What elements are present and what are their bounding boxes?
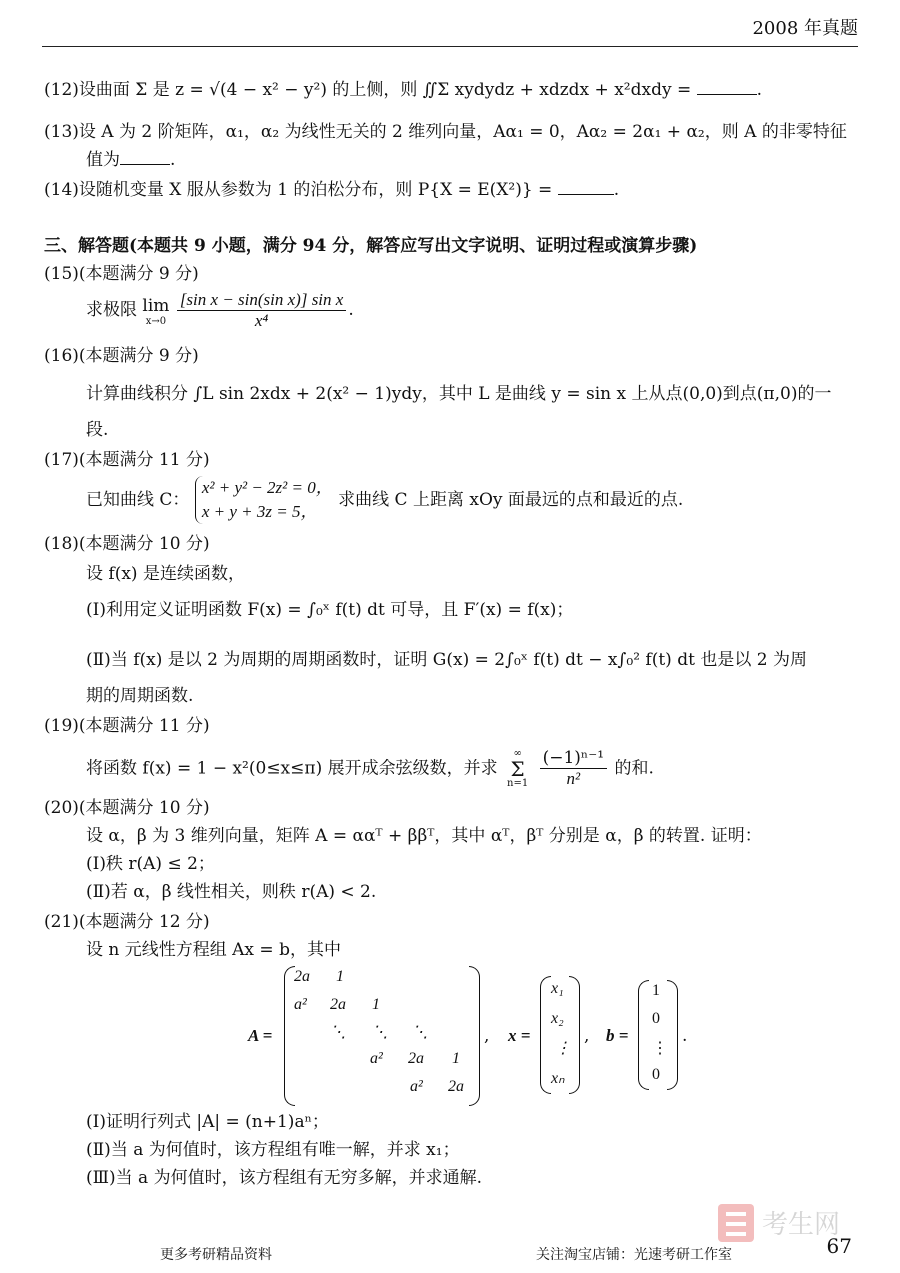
matrix-cell: a² xyxy=(370,1050,383,1067)
question-12: (12)设曲面 Σ 是 z = √(4 − x² − y²) 的上侧，则 ∬Σ xydydz + xdzdx + x²dxdy = . xyxy=(44,80,763,100)
question-18-part2-cont: 期的周期函数. xyxy=(86,686,194,706)
vector-cell: xₙ xyxy=(551,1070,565,1087)
vector-cell: x₂ xyxy=(551,1010,564,1027)
matrix-cell: 1 xyxy=(336,968,344,985)
matrix-cell: ⋱ xyxy=(330,1024,346,1041)
question-17: 已知曲线 C： x² + y² − 2z² = 0， x + y + 3z = 5， 求曲线 C 上距离 xOy 面最远的点和最近的点. xyxy=(86,476,683,524)
question-18-header: (18)(本题满分 10 分) xyxy=(44,534,210,554)
vector-cell: ⋮ xyxy=(652,1040,668,1057)
question-16: 计算曲线积分 ∫L sin 2xdx + 2(x² − 1)ydy，其中 L 是曲线 y = sin x 上从点(0,0)到点(π,0)的一 xyxy=(86,384,832,404)
matrix-cell: ⋱ xyxy=(412,1024,428,1041)
vector-cell: 0 xyxy=(652,1010,660,1027)
matrix-cell: 2a xyxy=(294,968,310,985)
question-20: 设 α，β 为 3 维列向量，矩阵 A = ααᵀ + ββᵀ，其中 αᵀ，βᵀ 分别是 α，β 的转置. 证明： xyxy=(86,826,762,846)
question-15: 求极限 lim x→0 $\frac{\text{[sin x − sin(sin x)] sin x}}{\text{x⁴}}$ . xyxy=(86,290,354,330)
matrix-x-label: x = xyxy=(508,1026,531,1045)
page-header-title: 2008 年真题 xyxy=(752,18,858,39)
matrix-a-label: A = xyxy=(248,1026,273,1045)
vector-cell: 1 xyxy=(652,982,660,999)
answer-blank xyxy=(120,150,170,165)
matrix-cell: 1 xyxy=(452,1050,460,1067)
question-21-part3: (Ⅲ)当 a 为何值时，该方程组有无穷多解，并求通解. xyxy=(86,1168,483,1188)
question-20-part1: (Ⅰ)秩 r(A) ≤ 2； xyxy=(86,854,215,874)
question-19-header: (19)(本题满分 11 分) xyxy=(44,716,210,736)
question-18-part2: (Ⅱ)当 f(x) 是以 2 为周期的周期函数时，证明 G(x) = 2∫₀ˣ f(t) dt − x∫₀² f(t) dt 也是以 2 为周 xyxy=(86,650,807,670)
question-19: 将函数 f(x) = 1 − x²(0≤x≤π) 展开成余弦级数，并求 ∞ Σ n=1 $\frac{\text{(−1)ⁿ⁻¹}}{\text{n²}}$ 的和. xyxy=(86,747,654,789)
question-21: 设 n 元线性方程组 Ax = b，其中 xyxy=(86,940,341,960)
question-21-header: (21)(本题满分 12 分) xyxy=(44,912,210,932)
matrix-cell: ⋱ xyxy=(372,1024,388,1041)
watermark-text: 考生网 xyxy=(762,1210,841,1240)
matrix-cell: a² xyxy=(410,1078,423,1095)
matrix-cell: 1 xyxy=(372,996,380,1013)
vector-x xyxy=(540,976,580,1094)
question-17-header: (17)(本题满分 11 分) xyxy=(44,450,210,470)
header-rule xyxy=(42,46,858,47)
question-15-header: (15)(本题满分 9 分) xyxy=(44,264,199,284)
question-21-part1: (Ⅰ)证明行列式 |A| = (n+1)aⁿ； xyxy=(86,1112,329,1132)
footer-right: 关注淘宝店铺：光速考研工作室 xyxy=(536,1247,732,1263)
vector-cell: 0 xyxy=(652,1066,660,1083)
question-18-intro: 设 f(x) 是连续函数， xyxy=(86,564,245,584)
page-number: 67 xyxy=(826,1234,852,1258)
matrix-cell: 2a xyxy=(408,1050,424,1067)
question-20-part2: (Ⅱ)若 α，β 线性相关，则秩 r(A) < 2. xyxy=(86,882,377,902)
question-14: (14)设随机变量 X 服从参数为 1 的泊松分布，则 P{X = E(X²)} = . xyxy=(44,180,620,200)
question-13-cont: 值为 . xyxy=(86,150,176,170)
answer-blank xyxy=(697,80,757,95)
matrix-cell: a² xyxy=(294,996,307,1013)
question-20-header: (20)(本题满分 10 分) xyxy=(44,798,210,818)
vector-cell: ⋮ xyxy=(555,1040,571,1057)
footer-left: 更多考研精品资料 xyxy=(160,1247,272,1263)
matrix-b-label: b = xyxy=(606,1026,629,1045)
question-16-cont: 段. xyxy=(86,420,109,440)
matrix-cell: 2a xyxy=(330,996,346,1013)
question-21-part2: (Ⅱ)当 a 为何值时，该方程组有唯一解，并求 x₁； xyxy=(86,1140,460,1160)
matrix-comma: , xyxy=(484,1026,490,1046)
question-16-header: (16)(本题满分 9 分) xyxy=(44,346,199,366)
vector-cell: x₁ xyxy=(551,980,564,997)
question-13: (13)设 A 为 2 阶矩阵，α₁，α₂ 为线性无关的 2 维列向量，Aα₁ = 0，Aα₂ = 2α₁ + α₂，则 A 的非零特征 xyxy=(44,122,847,142)
matrix-comma: , xyxy=(584,1026,590,1046)
answer-blank xyxy=(558,180,614,195)
question-18-part1: (Ⅰ)利用定义证明函数 F(x) = ∫₀ˣ f(t) dt 可导，且 F′(x) = f(x)； xyxy=(86,600,574,620)
matrix-cell: 2a xyxy=(448,1078,464,1095)
section-heading: 三、解答题(本题共 9 小题，满分 94 分，解答应写出文字说明、证明过程或演算步骤) xyxy=(44,236,698,256)
vector-b xyxy=(638,980,678,1090)
matrix-a xyxy=(284,966,480,1106)
matrix-period: . xyxy=(682,1026,688,1046)
